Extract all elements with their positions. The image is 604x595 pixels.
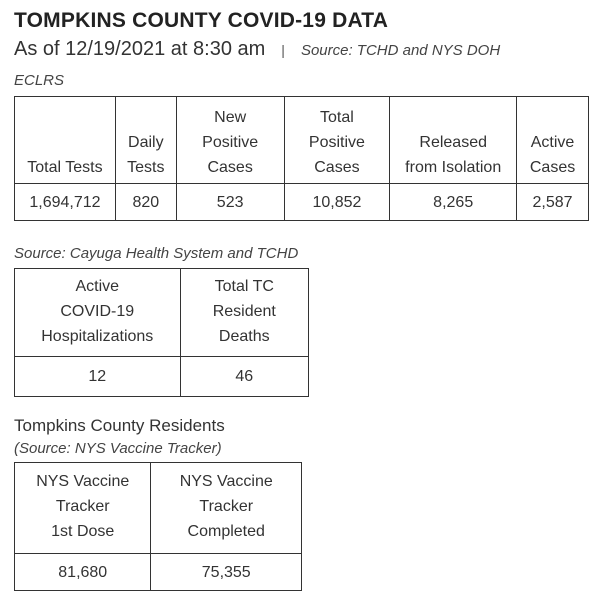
table-header-row <box>15 97 589 184</box>
vaccine-table <box>14 462 302 591</box>
vaccine-section-title: Tompkins County Residents <box>14 416 225 435</box>
table-header-row <box>15 463 302 554</box>
hospital-source-note: Source: Cayuga Health System and TCHD <box>14 245 299 262</box>
header-total-tests: Total Tests <box>15 97 116 184</box>
source-note: Source: TCHD and NYS DOH <box>300 42 501 59</box>
header-active-cases: Active Cases <box>517 97 589 184</box>
header-new-positive-cases: New Positive Cases <box>176 97 284 184</box>
table-header-row <box>15 269 309 357</box>
source-note-continued: ECLRS <box>14 72 65 89</box>
value-released-from-isolation: 8,265 <box>390 184 517 221</box>
header-resident-deaths: Total TC Resident Deaths <box>180 269 308 357</box>
testing-table <box>14 96 589 221</box>
value-active-hospitalizations: 12 <box>15 357 181 397</box>
header-daily-tests: Daily Tests <box>115 97 176 184</box>
header-total-positive-cases: Total Positive Cases <box>284 97 390 184</box>
header-active-hospitalizations: Active COVID-19 Hospitalizations <box>15 269 181 357</box>
value-first-dose: 81,680 <box>15 554 151 591</box>
value-total-positive-cases: 10,852 <box>284 184 390 221</box>
table-row <box>15 184 589 221</box>
hospitalization-table <box>14 268 309 397</box>
page-title: TOMPKINS COUNTY COVID-19 DATA <box>14 9 389 32</box>
table-row <box>15 554 302 591</box>
header-released-from-isolation: Released from Isolation <box>390 97 517 184</box>
table-row <box>15 357 309 397</box>
value-resident-deaths: 46 <box>180 357 308 397</box>
value-completed: 75,355 <box>151 554 302 591</box>
separator: | <box>281 42 285 58</box>
as-of-date: As of 12/19/2021 at 8:30 am <box>14 38 266 60</box>
vaccine-source-note: (Source: NYS Vaccine Tracker) <box>14 440 222 457</box>
value-active-cases: 2,587 <box>517 184 589 221</box>
header-first-dose: NYS Vaccine Tracker 1st Dose <box>15 463 151 554</box>
subtitle-line <box>14 38 500 61</box>
value-new-positive-cases: 523 <box>176 184 284 221</box>
header-completed: NYS Vaccine Tracker Completed <box>151 463 302 554</box>
value-total-tests: 1,694,712 <box>15 184 116 221</box>
value-daily-tests: 820 <box>115 184 176 221</box>
